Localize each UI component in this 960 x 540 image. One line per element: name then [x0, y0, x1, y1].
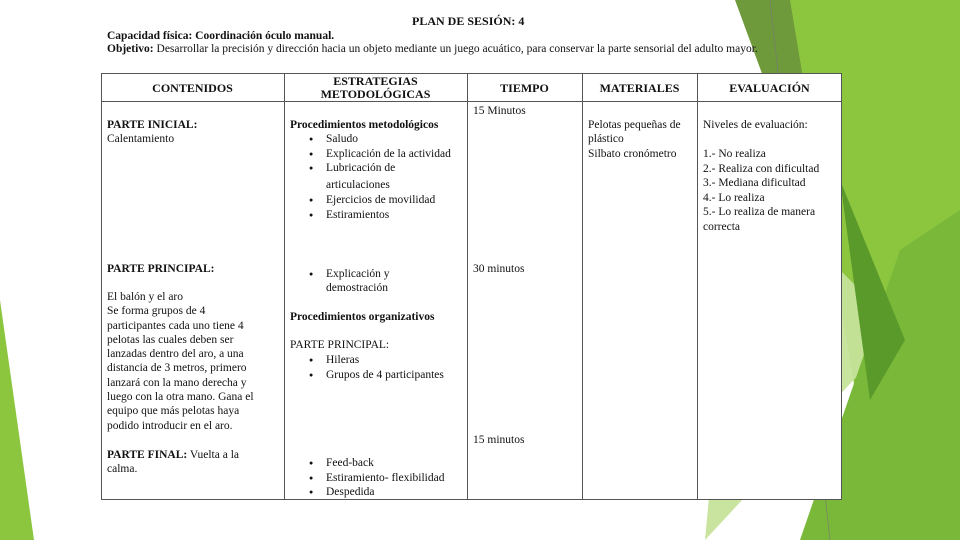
- organizativos-parte-principal: PARTE PRINCIPAL:: [290, 339, 390, 351]
- list-item: ● Explicación y: [306, 267, 390, 282]
- table-header-divider: [101, 101, 842, 102]
- final-strategy-list: [306, 456, 444, 500]
- metodologicos-list: [306, 132, 451, 176]
- list-item: ● Despedida: [306, 485, 444, 500]
- description-line: lanzará con la mano derecha y: [107, 376, 247, 389]
- header-contenidos: CONTENIDOS: [152, 81, 233, 95]
- evaluation-level: 4.- Lo realiza: [703, 191, 765, 204]
- materiales-line-1: Pelotas pequeñas de: [588, 119, 681, 131]
- organizativos-title: Procedimientos organizativos: [290, 311, 435, 323]
- evaluacion-levels: [703, 147, 819, 234]
- list-item: ● Hileras: [306, 353, 444, 368]
- metodologicos-title: Procedimientos metodológicos: [290, 119, 439, 131]
- session-table: [101, 73, 842, 500]
- principal-strategy-list: [306, 267, 390, 282]
- description-line: luego con la otra mano. Gana el: [107, 391, 254, 404]
- list-item: ● Saludo: [306, 132, 451, 147]
- header-estrategias: ESTRATEGIAS: [333, 74, 418, 88]
- description-line: distancia de 3 metros, primero: [107, 362, 247, 375]
- parte-final-line: [107, 448, 239, 462]
- description-line: Se forma grupos de 4: [107, 305, 206, 318]
- metodologicos-list-continued: [306, 193, 435, 222]
- objective-line: [107, 42, 758, 56]
- description-line: equipo que más pelotas haya: [107, 405, 240, 418]
- col-divider-4: [697, 73, 698, 500]
- col-divider-2: [467, 73, 468, 500]
- list-item: ● Estiramiento- flexibilidad: [306, 471, 444, 486]
- col-divider-3: [582, 73, 583, 500]
- parte-principal-label: PARTE PRINCIPAL:: [107, 263, 215, 275]
- header-metodologicas: METODOLÓGICAS: [320, 87, 431, 101]
- parte-principal-description: [107, 290, 254, 433]
- description-line: pelotas las cuales deben ser: [107, 333, 234, 346]
- evaluation-level: 1.- No realiza: [703, 148, 766, 160]
- tiempo-final: 15 minutos: [473, 434, 525, 446]
- list-item-continuation: demostración: [326, 282, 388, 294]
- evaluation-level: 5.- Lo realiza de manera: [703, 206, 816, 218]
- evaluation-level: 2.- Realiza con dificultad: [703, 162, 820, 175]
- materiales-line-3: Silbato cronómetro: [588, 148, 677, 160]
- objective-label: Objetivo:: [107, 43, 154, 55]
- list-item: ● Feed-back: [306, 456, 444, 471]
- parte-final-label: PARTE FINAL:: [107, 449, 188, 461]
- tiempo-principal: 30 minutos: [473, 263, 525, 275]
- description-line: participantes cada uno tiene 4: [107, 319, 244, 332]
- capacity-label: Capacidad física:: [107, 30, 193, 42]
- description-line: El balón y el aro: [107, 291, 184, 303]
- parte-final-text-2: calma.: [107, 463, 138, 475]
- evaluation-level: correcta: [703, 220, 741, 233]
- header-tiempo: TIEMPO: [500, 81, 549, 95]
- list-item: ● Explicación de la actividad: [306, 147, 451, 162]
- header-evaluacion: EVALUACIÓN: [729, 81, 810, 95]
- objective-text: Desarrollar la precisión y dirección hacia un objeto mediante un juego acuático, para conservar la parte sensorial del adulto mayor.: [156, 43, 758, 55]
- capacity-text: Coordinación óculo manual.: [195, 30, 335, 42]
- list-item: ● Grupos de 4 participantes: [306, 368, 444, 383]
- parte-final-text: Vuelta a la: [189, 449, 239, 461]
- tiempo-inicial: 15 Minutos: [473, 105, 526, 117]
- header-materiales: MATERIALES: [599, 81, 680, 95]
- description-line: lanzadas dentro del aro, a una: [107, 348, 244, 361]
- list-item: ● Ejercicios de movilidad: [306, 193, 435, 208]
- list-item: ● Estiramientos: [306, 208, 435, 223]
- page-title: PLAN DE SESIÓN: 4: [412, 14, 525, 28]
- evaluacion-title: Niveles de evaluación:: [703, 119, 808, 131]
- parte-inicial-text: Calentamiento: [107, 133, 175, 145]
- parte-inicial-label: PARTE INICIAL:: [107, 119, 198, 131]
- evaluation-level: 3.- Mediana dificultad: [703, 177, 806, 189]
- list-item: ● Lubricación de: [306, 161, 451, 176]
- col-divider-1: [284, 73, 285, 500]
- materiales-line-2: plástico: [588, 133, 624, 145]
- organizativos-list: [306, 353, 444, 382]
- list-item-continuation: articulaciones: [326, 179, 390, 191]
- description-line: podido introducir en el aro.: [107, 419, 233, 432]
- capacity-line: [107, 29, 334, 43]
